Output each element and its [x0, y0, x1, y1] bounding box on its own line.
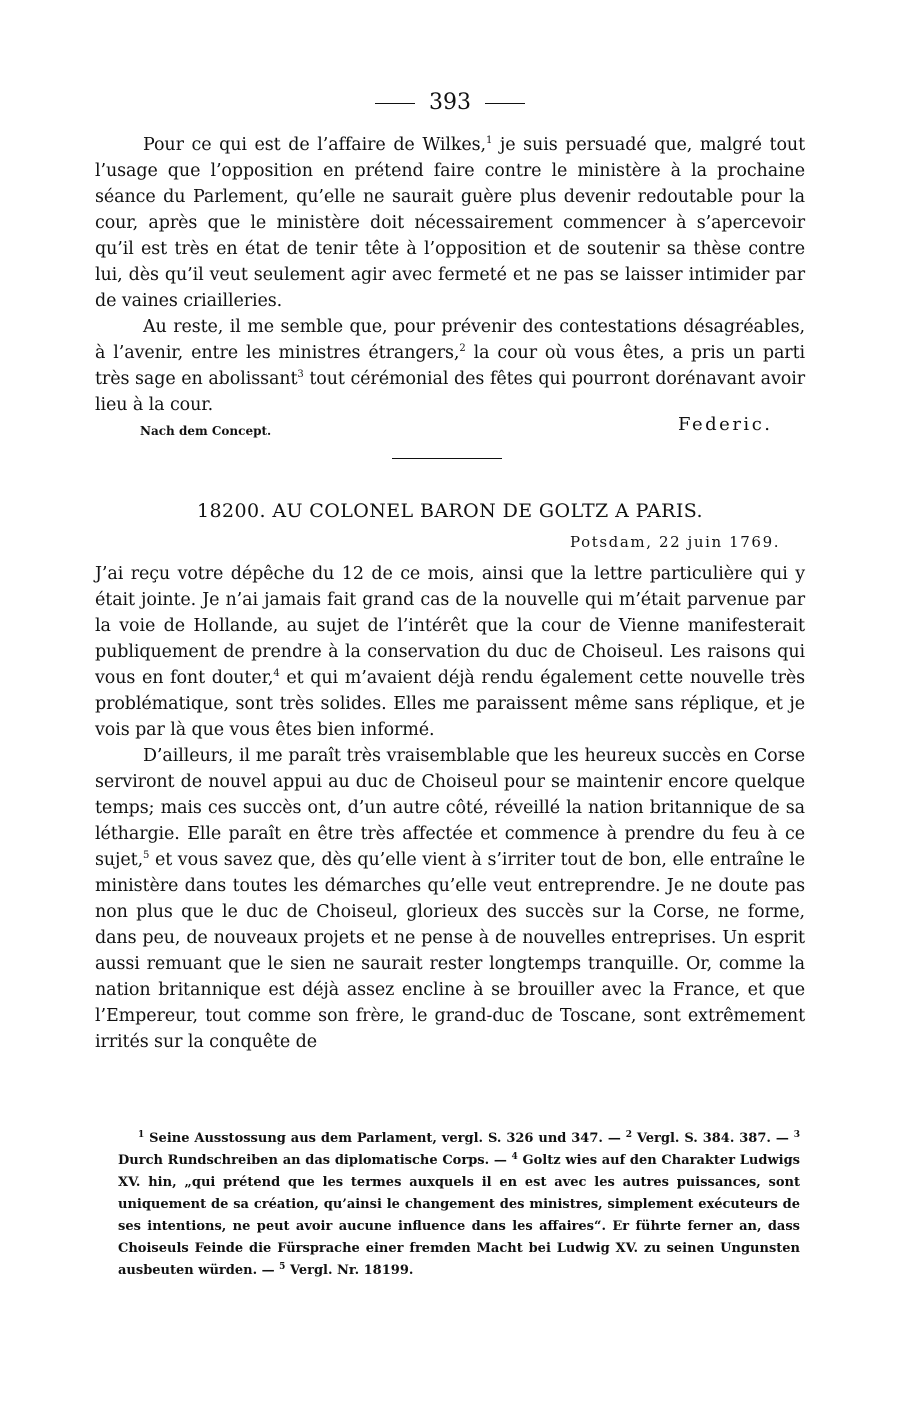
footnote-4: Goltz wies auf den Charakter Ludwigs XV. hin, „qui prétend que les termes auxquels il en est avec les autres puissances, sont uniquement de sa création, qu’ainsi le changement des ministres, simplement exécuteurs de ses intentions, ne peut avoir aucune influence dans les affaires“. Er führte ferner an, dass Choiseuls Feinde die Fürsprache einer fremden Macht bei Ludwig XV. zu seinen Ungunsten ausbeuten würden. —	[118, 1153, 800, 1278]
page-number-rule-right	[485, 103, 525, 104]
letter-date: Potsdam, 22 juin 1769.	[570, 533, 781, 551]
footnote-ref-5: 5	[143, 850, 150, 861]
section-divider	[392, 458, 502, 459]
paragraph-text: et qui m’avaient déjà rendu également cette nouvelle très problématique, sont très solides. Elles me paraissent même sans réplique, et je vois par là que vous êtes bien informé.	[95, 668, 805, 740]
paragraph-ceremonial	[95, 314, 805, 418]
footnote-mark-3: 3	[793, 1130, 800, 1140]
previous-letter-text	[95, 132, 805, 418]
page-number	[0, 88, 900, 118]
paragraph-text: et vous savez que, dès qu’elle vient à s’irriter tout de bon, elle entraîne le ministère dans toutes les démarches qu’elle veut entreprendre. Je ne doute pas non plus que le duc de Choiseul, glorieux des succès sur la Corse, ne forme, dans peu, de nouveaux projets et ne pense à de nouvelles entreprises. Un esprit aussi remuant que le sien ne saurait rester longtemps tranquille. Or, comme la nation britannique est déjà assez encline à se brouiller avec la France, et que l’Empereur, tout comme son frère, le grand-duc de Toscane, sont extrêmement irrités sur la conquête de	[95, 850, 805, 1052]
footnote-mark-1: 1	[138, 1130, 145, 1140]
page-number-text: 393	[429, 90, 471, 115]
footnote-3: Durch Rundschreiben an das diplomatische Corps. —	[118, 1153, 512, 1168]
letter-heading: 18200. AU COLONEL BARON DE GOLTZ A PARIS.	[197, 500, 703, 522]
footnote-mark-5: 5	[279, 1262, 286, 1272]
footnote-block	[118, 1128, 800, 1282]
paragraph-text: je suis persuadé que, malgré tout l’usage que l’opposition en prétend faire contre le ministère à la prochaine séance du Parlement, qu’elle ne saurait guère plus devenir redoutable pour la cour, après que le ministère doit nécessairement commencer à s’apercevoir qu’il est très en état de tenir tête à l’opposition et de soutenir sa thèse contre lui, dès qu’il veut seulement agir avec fermeté et ne pas se laisser intimider par de vaines criailleries.	[95, 135, 805, 311]
letter-body	[95, 561, 805, 1055]
source-note: Nach dem Concept.	[140, 424, 272, 438]
footnote-1: Seine Ausstossung aus dem Parlament, vergl. S. 326 und 347. —	[144, 1131, 626, 1146]
paragraph-wilkes	[95, 132, 805, 314]
page-number-rule-left	[375, 103, 415, 104]
paragraph-text: Au reste, il me semble que, pour prévenir des contestations désagréables, à l’avenir, entre les ministres étrangers,	[95, 317, 805, 363]
paragraph-text: la cour où vous êtes, a pris un parti très sage en abolissant	[95, 343, 805, 389]
paragraph-text: J’ai reçu votre dépêche du 12 de ce mois, ainsi que la lettre particulière qui y était jointe. Je n’ai jamais fait grand cas de la nouvelle qui m’était parvenue par la voie de Hollande, au sujet de l’intérêt que la cour de Vienne manifesterait publiquement de prendre à la conservation du duc de Choiseul. Les raisons qui vous en font douter,	[95, 564, 805, 688]
paragraph-text: D’ailleurs, il me paraît très vraisemblable que les heureux succès en Corse serviront de nouvel appui au duc de Choiseul pour se maintenir encore quelque temps; mais ces succès ont, d’un autre côté, réveillé la nation britannique de sa léthargie. Elle paraît en être très affectée et commence à prendre du feu à ce sujet,	[95, 746, 805, 870]
signature: Federic.	[678, 414, 773, 435]
paragraph-text: Pour ce qui est de l’affaire de Wilkes,	[143, 135, 487, 155]
footnote-2: Vergl. S. 384. 387. —	[631, 1131, 794, 1146]
footnote-mark-2: 2	[625, 1130, 632, 1140]
paragraph-text: tout cérémonial des fêtes qui pourront dorénavant avoir lieu à la cour.	[95, 369, 805, 415]
footnote-ref-1: 1	[486, 135, 493, 146]
footnote-ref-2: 2	[459, 343, 466, 354]
footnote-ref-3: 3	[297, 369, 304, 380]
paragraph-depeche	[95, 561, 805, 743]
footnote-mark-4: 4	[511, 1152, 518, 1162]
footnote-ref-4: 4	[273, 668, 280, 679]
paragraph-corse	[95, 743, 805, 1055]
footnotes	[118, 1128, 800, 1282]
footnote-5: Vergl. Nr. 18199.	[285, 1263, 414, 1278]
